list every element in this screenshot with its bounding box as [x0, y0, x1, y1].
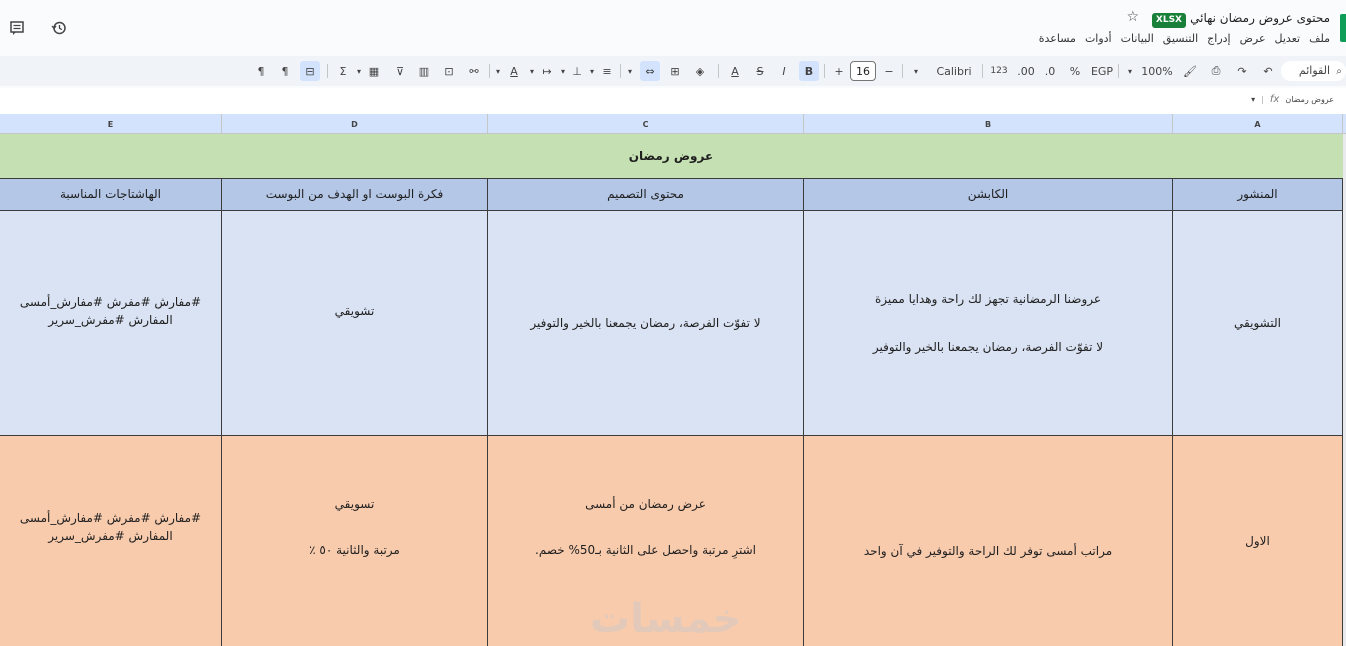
namebox-dropdown-icon[interactable]: ▾	[1251, 95, 1256, 104]
menu-view[interactable]: عرض	[1239, 32, 1266, 45]
decrease-font-size[interactable]: −	[884, 64, 894, 78]
column-header-e[interactable]: E	[0, 114, 222, 134]
wrap-dropdown-icon[interactable]: ▾	[529, 66, 534, 76]
cell-post[interactable]	[1173, 435, 1343, 646]
menu-data[interactable]: البيانات	[1120, 32, 1154, 45]
cell-text: التشويقي	[1234, 315, 1281, 330]
menu-help[interactable]: مساعدة	[1038, 32, 1076, 45]
file-type-badge: XLSX	[1152, 13, 1186, 28]
paragraph-rtl-icon[interactable]: ¶	[281, 64, 289, 78]
increase-font-size[interactable]: +	[834, 64, 844, 78]
column-headers	[0, 114, 1346, 134]
table-row	[0, 210, 1343, 435]
filter-views-icon[interactable]: ▦	[368, 64, 380, 78]
menu-file[interactable]: ملف	[1309, 32, 1330, 45]
column-header-b[interactable]: B	[804, 114, 1173, 134]
cell-text: اشترِ مرتبة واحصل على الثانية بـ50% خصم.	[535, 542, 756, 557]
right-to-left-icon[interactable]: ⊟	[300, 61, 320, 81]
filter-views-dropdown-icon[interactable]: ▾	[356, 66, 361, 76]
cell-text: عروضنا الرمضانية تجهز لك راحة وهدايا مميزة	[874, 291, 1102, 306]
header-design[interactable]: محتوى التصميم	[488, 178, 804, 210]
menu-format[interactable]: التنسيق	[1162, 32, 1199, 45]
version-history-icon[interactable]	[48, 17, 70, 39]
undo-icon[interactable]: ↶	[1263, 64, 1273, 78]
cell-hashtags[interactable]	[0, 435, 222, 646]
print-icon[interactable]: ⎙	[1211, 64, 1221, 77]
text-wrap-icon[interactable]: ↦	[542, 64, 552, 78]
functions-icon[interactable]: Σ	[339, 64, 347, 78]
insert-comment-icon[interactable]: ⊡	[444, 64, 454, 78]
paint-format-icon[interactable]: 🖌	[1183, 64, 1197, 78]
cell-text: تسويقي	[334, 496, 375, 511]
cell-design[interactable]	[488, 210, 804, 435]
cell-text: عرض رمضان من أمسى	[585, 496, 706, 511]
cell-text: لا تفوّت الفرصة، رمضان يجمعنا بالخير والتوفير	[530, 315, 761, 330]
cell-text: لا تفوّت الفرصة، رمضان يجمعنا بالخير والتوفير	[872, 339, 1104, 354]
decrease-decimal[interactable]: .0	[1044, 64, 1056, 78]
font-size-input[interactable]: 16	[850, 61, 876, 81]
cell-text: المفارش #مفرش_سرير	[48, 312, 173, 327]
paragraph-ltr-icon[interactable]: ¶	[257, 64, 265, 78]
column-header-c[interactable]: C	[488, 114, 804, 134]
bold-button[interactable]: B	[799, 61, 819, 81]
insert-chart-icon[interactable]: ▥	[418, 64, 430, 78]
text-color-button[interactable]: A	[731, 64, 739, 78]
data-table	[0, 134, 1343, 646]
title-row	[0, 134, 1343, 178]
borders-icon[interactable]: ⊞	[670, 64, 680, 78]
halign-dropdown-icon[interactable]: ▾	[589, 66, 594, 76]
watermark: خمسات	[590, 596, 742, 642]
cell-hashtags[interactable]	[0, 210, 222, 435]
italic-button[interactable]: I	[782, 64, 786, 78]
font-select[interactable]: Calibri	[936, 64, 972, 78]
title-bar	[0, 0, 1346, 54]
rotation-dropdown-icon[interactable]: ▾	[495, 66, 500, 76]
cell-idea[interactable]	[222, 435, 488, 646]
header-hashtags[interactable]: الهاشتاجات المناسبة	[0, 178, 222, 210]
menu-bar	[1039, 32, 1330, 45]
cell-text: #مفارش #مفرش #مفارش_أمسى	[19, 510, 202, 525]
formula-bar	[0, 88, 1346, 114]
redo-icon[interactable]: ↷	[1237, 64, 1247, 78]
insert-link-icon[interactable]: ⚯	[469, 64, 479, 78]
column-header-a[interactable]: A	[1173, 114, 1343, 134]
merge-cells-icon[interactable]: ⇔	[640, 61, 660, 81]
merge-dropdown-icon[interactable]: ▾	[627, 66, 632, 76]
cell-post[interactable]	[1173, 210, 1343, 435]
fill-color-icon[interactable]: ◈	[695, 64, 705, 78]
header-caption[interactable]: الكابشن	[804, 178, 1173, 210]
menu-tools[interactable]: أدوات	[1084, 32, 1112, 45]
namebox-divider: |	[1261, 95, 1264, 104]
fx-icon: fx	[1269, 94, 1280, 105]
menu-insert[interactable]: إدراج	[1207, 32, 1231, 45]
text-rotation-icon[interactable]: A	[510, 64, 518, 78]
font-dropdown-icon[interactable]: ▾	[913, 66, 918, 76]
filter-icon[interactable]: ⊽	[395, 64, 405, 78]
header-post[interactable]: المنشور	[1173, 178, 1343, 210]
cell-idea[interactable]	[222, 210, 488, 435]
cell-text: مراتب أمسى توفر لك الراحة والتوفير في آن واحد	[863, 543, 1113, 558]
toolbar	[0, 56, 1346, 86]
zoom-select[interactable]: 100%	[1141, 64, 1173, 78]
currency-format[interactable]: EGP	[1090, 64, 1114, 78]
header-row	[0, 178, 1343, 210]
valign-dropdown-icon[interactable]: ▾	[560, 66, 565, 76]
sheet-grid	[0, 134, 1343, 646]
menu-edit[interactable]: تعديل	[1274, 32, 1301, 45]
cell-text: المفارش #مفرش_سرير	[48, 528, 173, 543]
sheets-logo-icon[interactable]	[1340, 14, 1346, 42]
formula-content[interactable]: عروض رمضان	[1285, 95, 1334, 104]
sheet-title-cell[interactable]: عروض رمضان	[0, 134, 1343, 178]
star-icon[interactable]: ☆	[1126, 9, 1139, 25]
cell-text: #مفارش #مفرش #مفارش_أمسى	[19, 294, 202, 309]
zoom-dropdown-icon[interactable]: ▾	[1127, 66, 1132, 76]
cell-caption[interactable]	[804, 210, 1173, 435]
header-idea[interactable]: فكرة البوست او الهدف من البوست	[222, 178, 488, 210]
number-format[interactable]: 123	[990, 66, 1008, 76]
cell-text: تشويقي	[334, 303, 375, 318]
strikethrough-button[interactable]: S	[756, 64, 764, 78]
cell-text: الاول	[1245, 533, 1270, 548]
percent-format[interactable]: %	[1069, 64, 1081, 78]
comments-icon[interactable]	[6, 17, 28, 39]
horizontal-align-icon[interactable]: ≡	[602, 64, 612, 78]
cell-caption[interactable]	[804, 435, 1173, 646]
cell-text: مرتبة والثانية ٥٠ ٪	[309, 542, 400, 557]
column-header-d[interactable]: D	[222, 114, 488, 134]
increase-decimal[interactable]: .00	[1017, 64, 1035, 78]
search-icon[interactable]: ⌕	[1336, 65, 1342, 77]
vertical-align-icon[interactable]: ⊥	[572, 64, 582, 78]
document-title[interactable]: محتوى عروض رمضان نهائي	[1190, 11, 1330, 25]
menu-search-input[interactable]: القوائم	[1281, 61, 1346, 81]
